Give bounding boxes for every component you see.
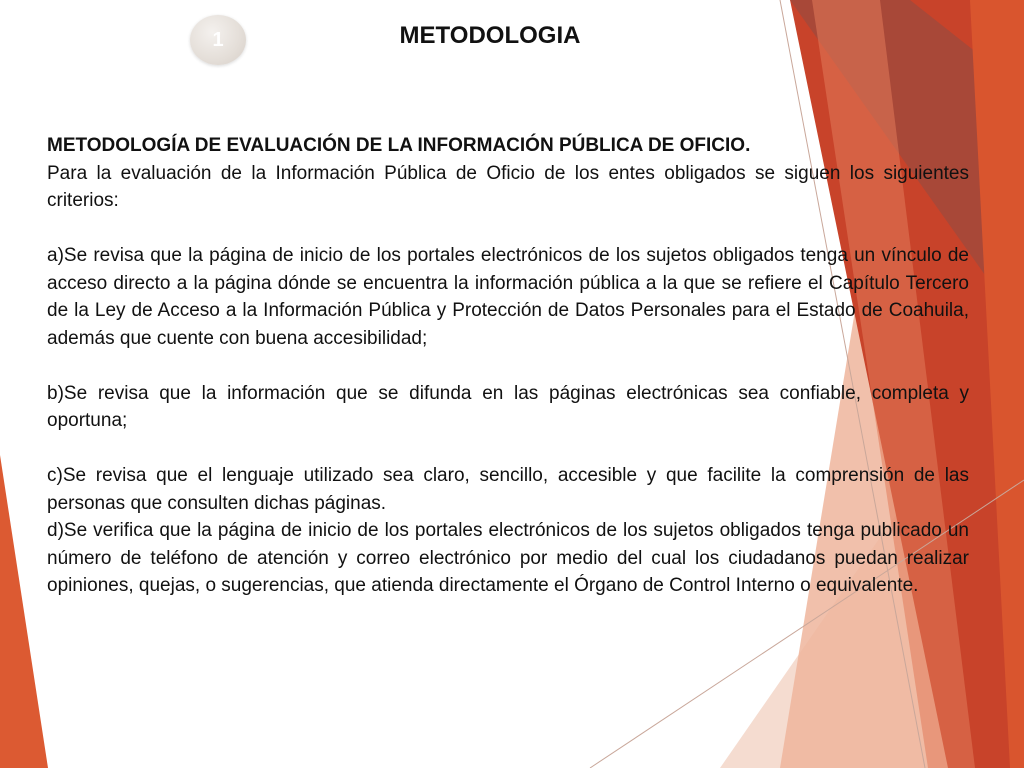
slide-title: METODOLOGIA <box>399 22 581 49</box>
spacer <box>47 215 969 243</box>
spacer <box>47 352 969 380</box>
criterion-d: d)Se verifica que la página de inicio de los portales electrónicos de los sujetos obligados tenga publicado un número de teléfono de atención y correo electrónico por medio del cual los ciudadanos puedan realizar opiniones, quejas, o sugerencias, que atienda directamente el Órgano de Control Interno o equivalente. <box>47 520 969 596</box>
spacer <box>47 435 969 463</box>
intro-paragraph: Para la evaluación de la Información Pública de Oficio de los entes obligados se siguen los siguientes criterios: <box>47 162 969 211</box>
slide-number-badge: 1 <box>190 15 246 65</box>
left-accent-shape <box>0 455 48 768</box>
slide-body <box>47 132 969 600</box>
criterion-b: b)Se revisa que la información que se difunda en las páginas electrónicas sea confiable, completa y oportuna; <box>47 382 969 431</box>
section-heading: METODOLOGÍA DE EVALUACIÓN DE LA INFORMACIÓN PÚBLICA DE OFICIO. <box>47 135 751 156</box>
criterion-a: a)Se revisa que la página de inicio de los portales electrónicos de los sujetos obligados tenga un vínculo de acceso directo a la página dónde se encuentra la información pública a la que se refiere el Capítulo Tercero de la Ley de Acceso a la Información Pública y Protección de Datos Personales para el Estado de Coahuila, además que cuente con buena accesibilidad; <box>47 245 969 349</box>
criterion-c: c)Se revisa que el lenguaje utilizado sea claro, sencillo, accesible y que facilite la comprensión de las personas que consulten dichas páginas. <box>47 465 969 514</box>
